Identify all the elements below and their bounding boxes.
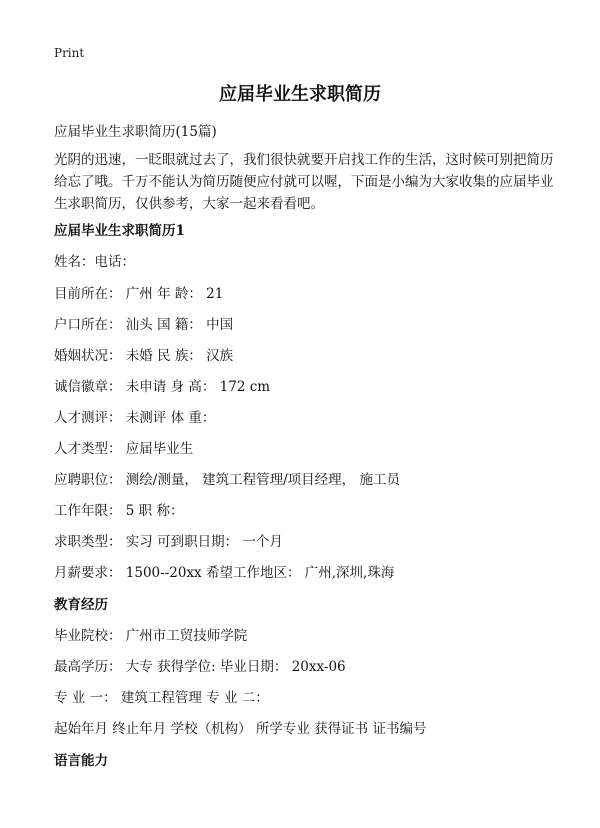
field-hukou-nationality: 户口所在： 汕头 国 籍： 中国 [54, 317, 234, 333]
document-subtitle: 应届毕业生求职简历(15篇) [54, 124, 217, 140]
field-salary-region: 月薪要求： 1500--20xx 希望工作地区： 广州,深圳,珠海 [54, 565, 395, 581]
section-heading-resume-1: 应届毕业生求职简历1 [54, 223, 185, 239]
field-name-phone: 姓名：电话： [54, 254, 135, 270]
field-degree-graduation: 最高学历： 大专 获得学位: 毕业日期： 20xx-06 [54, 659, 346, 675]
field-location-age: 目前所在： 广州 年 龄： 21 [54, 286, 224, 302]
field-position: 应聘职位： 测绘/测量， 建筑工程管理/项目经理， 施工员 [54, 472, 400, 488]
section-heading-language: 语言能力 [54, 753, 108, 769]
page-title: 应届毕业生求职简历 [219, 84, 381, 105]
field-marital-ethnicity: 婚姻状况： 未婚 民 族： 汉族 [54, 348, 234, 364]
field-job-type-start: 求职类型： 实习 可到职日期： 一个月 [54, 534, 283, 550]
field-school: 毕业院校： 广州市工贸技师学院 [54, 628, 248, 644]
field-education-table-header: 起始年月 终止年月 学校（机构） 所学专业 获得证书 证书编号 [54, 721, 427, 737]
intro-paragraph: 光阴的迅速，一眨眼就过去了，我们很快就要开启找工作的生活，这时候可别把简历给忘了哦。千万不能认为简历随便应付就可以喔，下面是小编为大家收集的应届毕业生求职简历，仅供参考，大家一起来看看吧。 [54, 152, 554, 212]
field-assessment-weight: 人才测评： 未测评 体 重： [54, 410, 216, 426]
field-years-title: 工作年限： 5 职 称： [54, 503, 184, 519]
field-badge-height: 诚信徽章： 未申请 身 高： 172 cm [54, 379, 271, 395]
field-majors: 专 业 一： 建筑工程管理 专 业 二： [54, 690, 269, 706]
field-talent-type: 人才类型： 应届毕业生 [54, 441, 194, 457]
print-link[interactable]: Print [54, 46, 85, 60]
section-heading-education: 教育经历 [54, 597, 108, 613]
